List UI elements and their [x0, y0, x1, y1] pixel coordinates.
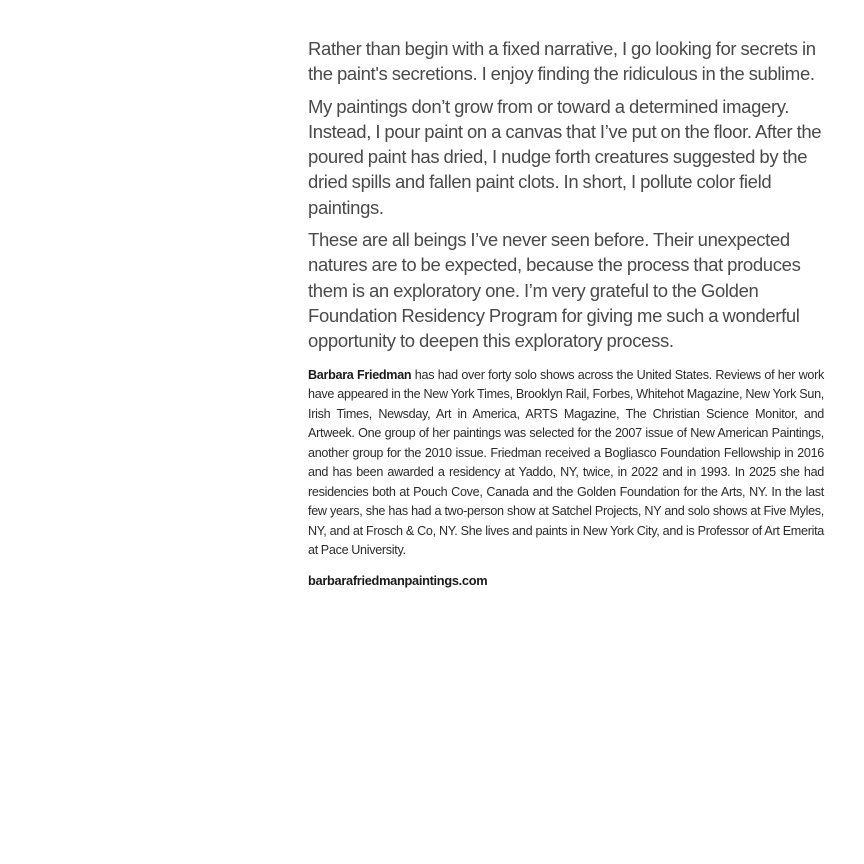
artist-bio [308, 366, 824, 561]
bio-text: has had over forty solo shows across the United States. Reviews of her work have appeared in the New York Times, Brooklyn Rail, Forbes, Whitehot Magazine, New York Sun, Irish Times, Newsday, Art in America, ARTS Magazine, The Christian Science Monitor, and Artweek. One group of her paintings was selected for the 2007 issue of New American Paintings, another group for the 2010 issue. Friedman received a Bogliasco Foundation Fellowship in 2016 and has been awarded a residency at Yaddo, NY, twice, in 2022 and in 1993. In 2025 she had residencies both at Pouch Cove, Canada and the Golden Foundation for the Arts, NY. In the last few years, she has had a two-person show at Satchel Projects, NY and solo shows at Five Myles, NY, and at Frosch & Co, NY. She lives and paints in New York City, and is Professor of Art Emerita at Pace University. [308, 367, 824, 558]
statement-paragraph-1: Rather than begin with a fixed narrative, I go looking for secrets in the paint's secretions. I enjoy finding the ridiculous in the sublime. [308, 38, 816, 85]
statement-paragraph-3: These are all beings I’ve never seen before. Their unexpected natures are to be expected, because the process that produces them is an exploratory one. I’m very grateful to the Golden Foundation Residency Program for giving me such a wonderful opportunity to deepen this exploratory process. [308, 229, 801, 352]
artist-statement [308, 36, 824, 354]
website-link[interactable]: barbarafriedmanpaintings.com [308, 572, 488, 588]
text-column [308, 36, 824, 590]
artist-name: Barbara Friedman [308, 367, 412, 382]
statement-paragraph-2: My paintings don’t grow from or toward a determined imagery. Instead, I pour paint on a canvas that I’ve put on the floor. After the poured paint has dried, I nudge forth creatures suggested by the dried spills and fallen paint clots. In short, I pollute color field paintings. [308, 95, 822, 218]
